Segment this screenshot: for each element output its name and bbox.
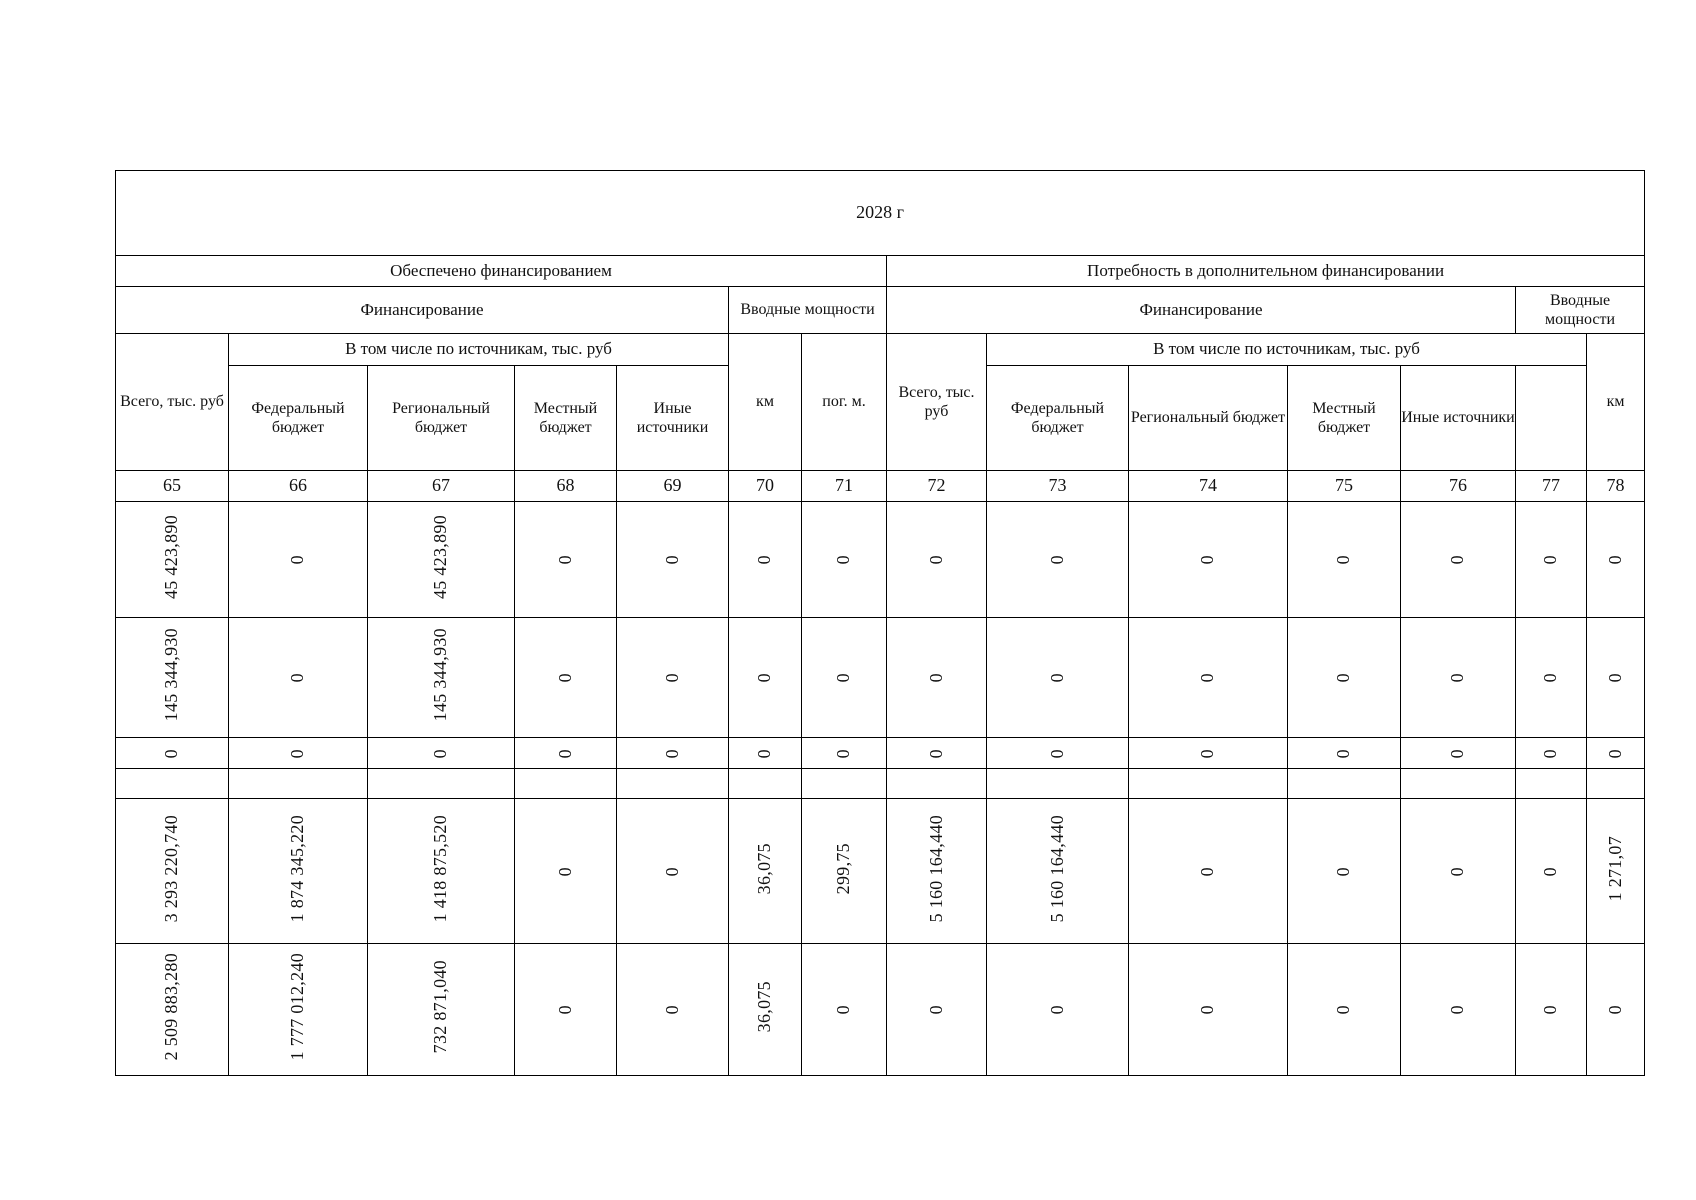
- cell-value: 0: [287, 748, 308, 759]
- section-needed: Потребность в дополнительном финансировании: [887, 256, 1645, 287]
- table-cell: [368, 502, 515, 618]
- table-cell: [802, 769, 887, 799]
- cell-value: 0: [1197, 748, 1218, 759]
- table-cell: [229, 799, 368, 944]
- column-number: 75: [1288, 471, 1401, 502]
- table-cell: [116, 502, 229, 618]
- table-cell: [987, 769, 1129, 799]
- cell-value: 0: [554, 748, 575, 759]
- table-cell: [116, 799, 229, 944]
- cell-value: 0: [1333, 673, 1354, 683]
- financing-header-needed: Финансирование: [887, 287, 1516, 334]
- cell-value: 0: [1447, 866, 1468, 877]
- column-number: 65: [116, 471, 229, 502]
- cell-value: 0: [1046, 748, 1067, 759]
- federal-header-needed: Федеральный бюджет: [987, 366, 1129, 471]
- table-cell: [729, 738, 802, 769]
- column-number: 68: [515, 471, 617, 502]
- cell-value: 0: [1197, 673, 1218, 683]
- table-cell: [515, 618, 617, 738]
- cell-value: 0: [1540, 866, 1561, 877]
- column-number: 72: [887, 471, 987, 502]
- table-cell: [229, 502, 368, 618]
- table-cell: [887, 618, 987, 738]
- table-cell: [229, 944, 368, 1076]
- table-cell: [1516, 738, 1587, 769]
- table-cell: [617, 738, 729, 769]
- total-header-provided: Всего, тыс. руб: [116, 334, 229, 471]
- table-cell: [229, 738, 368, 769]
- table-cell: [1587, 618, 1645, 738]
- table-cell: [116, 769, 229, 799]
- table-cell: [1288, 769, 1401, 799]
- cell-value: 0: [1197, 866, 1218, 877]
- column-number: 66: [229, 471, 368, 502]
- cell-value: 0: [833, 1005, 854, 1015]
- cell-value: 1 418 875,520: [430, 814, 451, 922]
- table-cell: [729, 502, 802, 618]
- cell-value: 299,75: [833, 842, 854, 894]
- cell-value: 1 271,07: [1604, 835, 1625, 901]
- table-cell: [1401, 502, 1516, 618]
- table-row: [116, 502, 1645, 618]
- table-cell: [802, 944, 887, 1076]
- table-cell: [1129, 769, 1288, 799]
- table-row: [116, 944, 1645, 1076]
- cell-value: 5 160 164,440: [925, 814, 946, 922]
- table-cell: [515, 769, 617, 799]
- cell-value: 45 423,890: [430, 514, 451, 599]
- cell-value: 0: [1540, 1005, 1561, 1015]
- cell-value: 0: [554, 1005, 575, 1015]
- cell-value: 0: [161, 748, 182, 759]
- table-cell: [1129, 799, 1288, 944]
- table-cell: [229, 618, 368, 738]
- cell-value: 0: [925, 1005, 946, 1015]
- cell-value: 0: [661, 748, 682, 759]
- cell-value: 1 874 345,220: [287, 814, 308, 922]
- table-cell: [515, 502, 617, 618]
- cell-value: 0: [287, 555, 308, 565]
- cell-value: 0: [1540, 748, 1561, 759]
- cell-value: 5 160 164,440: [1046, 814, 1067, 922]
- table-cell: [515, 944, 617, 1076]
- column-number: 77: [1516, 471, 1587, 502]
- table-row: [116, 799, 1645, 944]
- sources-header-needed: В том числе по источникам, тыс. руб: [987, 334, 1587, 366]
- table-cell: [729, 944, 802, 1076]
- table-cell: [1129, 502, 1288, 618]
- regional-header-provided: Региональный бюджет: [368, 366, 515, 471]
- table-row: [116, 618, 1645, 738]
- cell-value: 0: [1447, 555, 1468, 565]
- federal-header-provided: Федеральный бюджет: [229, 366, 368, 471]
- year-header: 2028 г: [116, 171, 1645, 256]
- table-cell: [116, 944, 229, 1076]
- table-cell: [1587, 769, 1645, 799]
- table-cell: [887, 738, 987, 769]
- column-number: 70: [729, 471, 802, 502]
- cell-value: 0: [754, 673, 775, 683]
- total-header-needed: Всего, тыс. руб: [887, 334, 987, 471]
- table-cell: [1516, 769, 1587, 799]
- table-cell: [987, 799, 1129, 944]
- table-cell: [729, 618, 802, 738]
- cell-value: 0: [1046, 673, 1067, 683]
- table-cell: [887, 502, 987, 618]
- cell-value: 0: [1604, 673, 1625, 683]
- table-cell: [887, 769, 987, 799]
- column-number-row: [116, 471, 1645, 502]
- column-number: 71: [802, 471, 887, 502]
- table-cell: [617, 944, 729, 1076]
- table-cell: [1587, 738, 1645, 769]
- cell-value: 0: [754, 555, 775, 565]
- table-cell: [229, 769, 368, 799]
- cell-value: 0: [430, 748, 451, 759]
- table-cell: [1587, 944, 1645, 1076]
- table-cell: [1129, 618, 1288, 738]
- table-cell: [1288, 502, 1401, 618]
- table-cell: [515, 738, 617, 769]
- cell-value: 36,075: [754, 981, 775, 1033]
- cell-value: 0: [1333, 866, 1354, 877]
- cell-value: 0: [661, 555, 682, 565]
- cell-value: 0: [754, 748, 775, 759]
- km-header-needed: км: [1587, 334, 1645, 471]
- cell-value: 0: [925, 673, 946, 683]
- table-cell: [515, 799, 617, 944]
- cell-value: 0: [1333, 748, 1354, 759]
- pogm-header-provided: пог. м.: [802, 334, 887, 471]
- table-cell: [368, 799, 515, 944]
- cell-value: 0: [1333, 1005, 1354, 1015]
- table-cell: [368, 738, 515, 769]
- table-cell: [1516, 618, 1587, 738]
- table-cell: [368, 769, 515, 799]
- column-number: 74: [1129, 471, 1288, 502]
- cell-value: 0: [554, 673, 575, 683]
- table-cell: [1401, 738, 1516, 769]
- cell-value: 0: [1333, 555, 1354, 565]
- cell-value: 0: [554, 555, 575, 565]
- cell-value: 0: [661, 866, 682, 877]
- other-header-provided: Иные источники: [617, 366, 729, 471]
- sources-header-provided: В том числе по источникам, тыс. руб: [229, 334, 729, 366]
- cell-value: 0: [1540, 673, 1561, 683]
- capacity-header-needed: Вводные мощности: [1516, 287, 1645, 334]
- table-cell: [1129, 738, 1288, 769]
- table-cell: [802, 502, 887, 618]
- table-cell: [1288, 618, 1401, 738]
- table-row: [116, 769, 1645, 799]
- cell-value: 0: [925, 555, 946, 565]
- cell-value: 0: [925, 748, 946, 759]
- table-cell: [802, 618, 887, 738]
- table-cell: [1288, 738, 1401, 769]
- regional-header-needed: Региональный бюджет: [1129, 366, 1288, 471]
- table-cell: [887, 944, 987, 1076]
- financing-table: [115, 170, 1645, 1076]
- table-cell: [617, 618, 729, 738]
- column-number: 73: [987, 471, 1129, 502]
- cell-value: 3 293 220,740: [161, 814, 182, 922]
- cell-value: 0: [1604, 555, 1625, 565]
- cell-value: 0: [1046, 555, 1067, 565]
- cell-value: 0: [287, 673, 308, 683]
- table-cell: [1288, 944, 1401, 1076]
- table-cell: [729, 799, 802, 944]
- cell-value: 0: [661, 673, 682, 683]
- cell-value: 0: [1604, 748, 1625, 759]
- table-cell: [887, 799, 987, 944]
- column-number: 76: [1401, 471, 1516, 502]
- cell-value: 0: [833, 673, 854, 683]
- cell-value: 0: [1540, 555, 1561, 565]
- table-cell: [1587, 502, 1645, 618]
- cell-value: 0: [833, 555, 854, 565]
- local-header-needed: Местный бюджет: [1288, 366, 1401, 471]
- table-row: [116, 738, 1645, 769]
- table-cell: [368, 944, 515, 1076]
- cell-value: 0: [1197, 1005, 1218, 1015]
- cell-value: 0: [1046, 1005, 1067, 1015]
- financing-header-provided: Финансирование: [116, 287, 729, 334]
- local-header-provided: Местный бюджет: [515, 366, 617, 471]
- table-cell: [802, 799, 887, 944]
- cell-value: 145 344,930: [430, 628, 451, 722]
- table-cell: [617, 769, 729, 799]
- cell-value: 732 871,040: [430, 960, 451, 1054]
- table-cell: [987, 618, 1129, 738]
- cell-value: 0: [1447, 1005, 1468, 1015]
- cell-value: 1 777 012,240: [287, 953, 308, 1061]
- table-cell: [987, 944, 1129, 1076]
- column-number: 78: [1587, 471, 1645, 502]
- other-header-needed: Иные источники: [1401, 366, 1516, 471]
- section-provided: Обеспечено финансированием: [116, 256, 887, 287]
- table-cell: [802, 738, 887, 769]
- column-number: 69: [617, 471, 729, 502]
- table-cell: [729, 769, 802, 799]
- table-cell: [617, 799, 729, 944]
- column-number: 67: [368, 471, 515, 502]
- table-cell: [1516, 799, 1587, 944]
- cell-value: 36,075: [754, 842, 775, 894]
- table-cell: [116, 618, 229, 738]
- table-cell: [1401, 944, 1516, 1076]
- cell-value: 0: [554, 866, 575, 877]
- cell-value: 2 509 883,280: [161, 953, 182, 1061]
- table-cell: [1516, 502, 1587, 618]
- cell-value: 0: [661, 1005, 682, 1015]
- cell-value: 0: [1447, 748, 1468, 759]
- table-cell: [1587, 799, 1645, 944]
- table-cell: [617, 502, 729, 618]
- table-cell: [1288, 799, 1401, 944]
- cell-value: 0: [1604, 1005, 1625, 1015]
- table-cell: [1129, 944, 1288, 1076]
- cell-value: 0: [1447, 673, 1468, 683]
- cell-value: 0: [833, 748, 854, 759]
- cell-value: 45 423,890: [161, 514, 182, 599]
- table-cell: [1401, 799, 1516, 944]
- table-cell: [1516, 944, 1587, 1076]
- capacity-header-provided: Вводные мощности: [729, 287, 887, 334]
- cell-value: 0: [1197, 555, 1218, 565]
- table-cell: [1401, 618, 1516, 738]
- table-cell: [1401, 769, 1516, 799]
- table-cell: [987, 738, 1129, 769]
- table-cell: [116, 738, 229, 769]
- cell-value: 145 344,930: [161, 628, 182, 722]
- table-cell: [368, 618, 515, 738]
- km-header-provided: км: [729, 334, 802, 471]
- table-cell: [987, 502, 1129, 618]
